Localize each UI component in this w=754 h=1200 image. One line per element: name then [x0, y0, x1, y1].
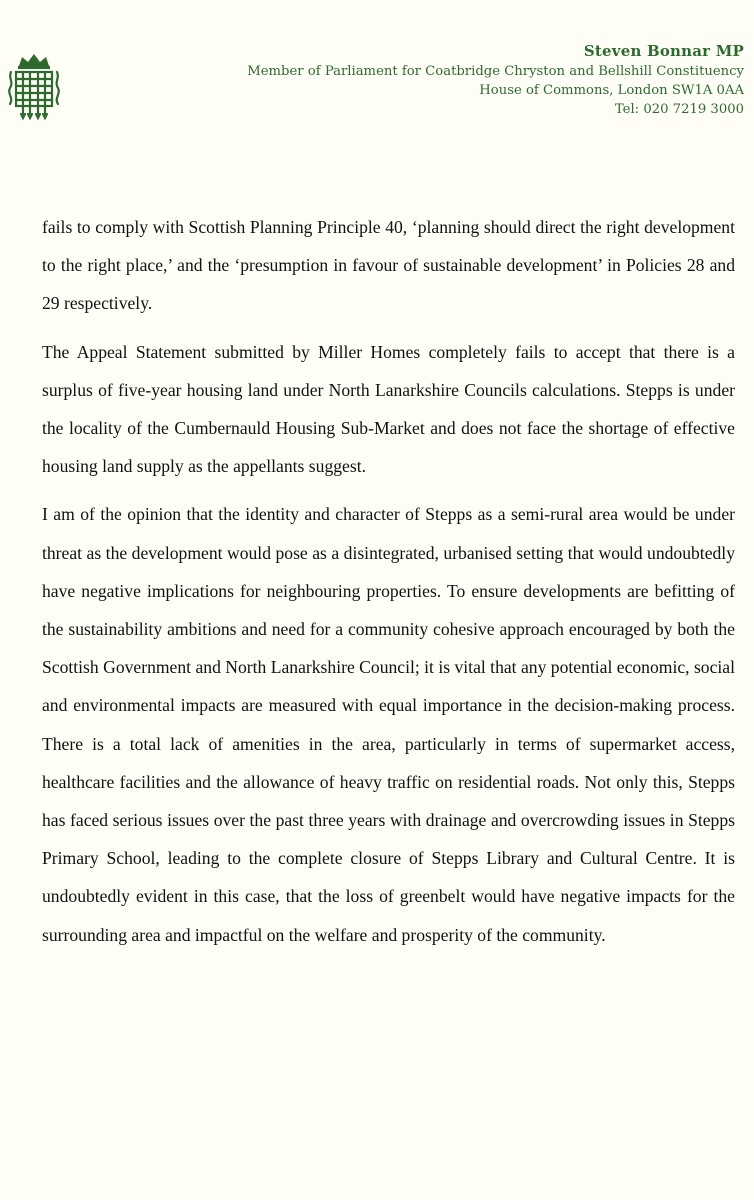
- paragraph-1: fails to comply with Scottish Planning Principle 40, ‘planning should direct the right development to the right place,’ and the ‘presumption in favour of sustainable development’ in Policies 28 and 29 respectively.: [42, 217, 735, 314]
- paragraph-2: The Appeal Statement submitted by Miller Homes completely fails to accept that there is a surplus of five-year housing land under North Lanarkshire Councils calculations. Stepps is under the locality of the Cumbernauld Housing Sub-Market and does not face the shortage of effective housing land supply as the appellants suggest.: [42, 341, 735, 477]
- mp-telephone: Tel: 020 7219 3000: [614, 102, 744, 117]
- mp-address: House of Commons, London SW1A 0AA: [479, 83, 744, 98]
- letterhead: [247, 40, 744, 119]
- mp-role: Member of Parliament for Coatbridge Chryston and Bellshill Constituency: [247, 64, 744, 79]
- portcullis-icon: [5, 52, 63, 120]
- letter-body: [42, 208, 735, 964]
- paragraph-3: I am of the opinion that the identity and character of Stepps as a semi-rural area would be under threat as the development would pose as a disintegrated, urbanised setting that would undoubtedly have negative implications for neighbouring properties. To ensure developments are befitting of the sustainability ambitions and need for a community cohesive approach encouraged by both the Scottish Government and North Lanarkshire Council; it is vital that any potential economic, social and environmental impacts are measured with equal importance in the decision-making process. There is a total lack of amenities in the area, particularly in terms of supermarket access, healthcare facilities and the allowance of heavy traffic on residential roads. Not only this, Stepps has faced serious issues over the past three years with drainage and overcrowding issues in Stepps Primary School, leading to the complete closure of Stepps Library and Cultural Centre. It is undoubtedly evident in this case, that the loss of greenbelt would have negative impacts for the surrounding area and impactful on the welfare and prosperity of the community.: [42, 504, 735, 945]
- mp-name: Steven Bonnar MP: [583, 42, 744, 60]
